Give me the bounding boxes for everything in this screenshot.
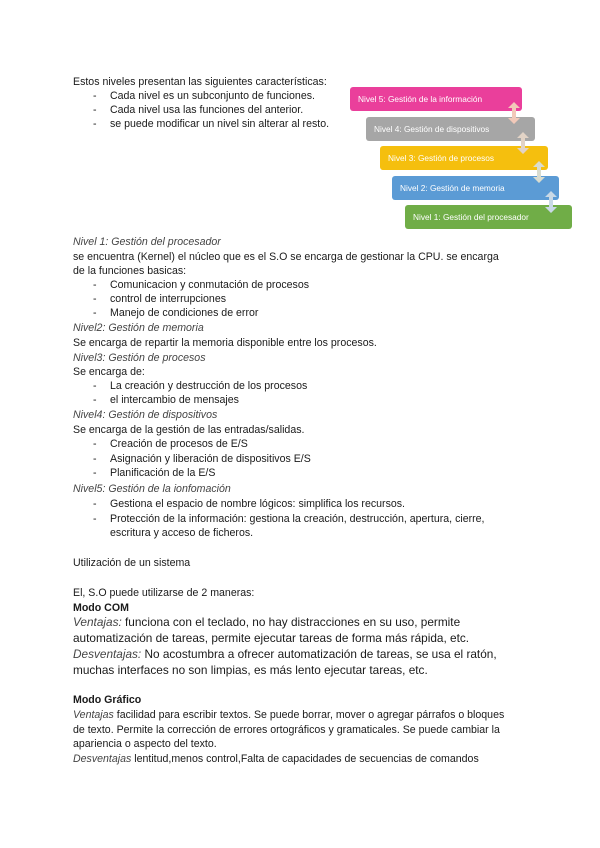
modo-grafico-ventajas-cont: de texto. Permite la corrección de errores ortográficos y gramaticales. Se puede cambiar la [73, 724, 500, 736]
desventajas-text: No acostumbra a ofrecer automatización de tareas, se usa el ratón, [141, 647, 497, 661]
double-arrow-icon [533, 161, 545, 183]
nivel4-item: Planificación de la E/S [110, 467, 216, 479]
double-arrow-icon [517, 132, 529, 154]
utilizacion-intro: El, S.O puede utilizarse de 2 maneras: [73, 587, 255, 599]
utilizacion-title: Utilización de un sistema [73, 557, 191, 569]
bullet-dash: - [93, 104, 97, 116]
bullet-dash: - [93, 380, 97, 392]
intro-item-3: se puede modificar un nivel sin alterar al resto. [110, 118, 330, 130]
nivel1-heading: Nivel 1: Gestión del procesador [73, 236, 221, 248]
bullet-dash: - [93, 279, 97, 291]
intro-item-1: Cada nivel es un subconjunto de funciones. [110, 90, 315, 102]
modo-com-ventajas [73, 614, 460, 630]
desventajas-label: Desventajas: [73, 647, 142, 661]
bullet-dash: - [93, 118, 97, 130]
level-5-bar: Nivel 5: Gestión de la información [350, 87, 522, 111]
desventajas-text: lentitud,menos control,Falta de capacidades de secuencias de comandos [131, 753, 479, 765]
nivel2-desc: Se encarga de repartir la memoria disponible entre los procesos. [73, 337, 377, 349]
modo-com-title: Modo COM [73, 602, 129, 614]
nivel5-heading: Nivel5: Gestión de la ionfomación [73, 483, 231, 495]
intro-item-2: Cada nivel usa las funciones del anterior. [110, 104, 304, 116]
level-3-bar: Nivel 3: Gestión de procesos [380, 146, 548, 170]
nivel5-item: Protección de la información: gestiona la creación, destrucción, apertura, cierre, [110, 513, 485, 525]
bullet-dash: - [93, 394, 97, 406]
nivel1-desc-cont: de la funciones basicas: [73, 265, 187, 277]
nivel1-item: control de interrupciones [110, 293, 227, 305]
double-arrow-icon [508, 102, 520, 124]
modo-com-desventajas-cont: muchas interfaces no son limpias, es más lento ejecutar tareas, etc. [73, 663, 428, 677]
bullet-dash: - [93, 438, 97, 450]
level-1-bar: Nivel 1: Gestión del procesador [405, 205, 572, 229]
nivel2-heading: Nivel2: Gestión de memoria [73, 322, 204, 334]
nivel3-heading: Nivel3: Gestión de procesos [73, 352, 206, 364]
ventajas-label: Ventajas [73, 709, 114, 721]
nivel3-desc: Se encarga de: [73, 366, 145, 378]
bullet-dash: - [93, 513, 97, 525]
modo-com-desventajas [73, 646, 497, 662]
ventajas-text: facilidad para escribir textos. Se puede borrar, mover o agregar párrafos o bloques [113, 709, 505, 721]
nivel3-item: La creación y destrucción de los procesos [110, 380, 308, 392]
nivel4-item: Asignación y liberación de dispositivos E/S [110, 453, 311, 465]
nivel5-item: Gestiona el espacio de nombre lógicos: simplifica los recursos. [110, 498, 405, 510]
nivel1-item: Manejo de condiciones de error [110, 307, 259, 319]
modo-grafico-title: Modo Gráfico [73, 694, 142, 706]
nivel1-desc: se encuentra (Kernel) el núcleo que es el S.O se encarga de gestionar la CPU. se encarga [73, 251, 499, 263]
bullet-dash: - [93, 453, 97, 465]
modo-grafico-desventajas [73, 752, 479, 766]
double-arrow-icon [545, 191, 557, 213]
modo-grafico-ventajas-cont2: apariencia o aspecto del texto. [73, 738, 217, 750]
nivel4-item: Creación de procesos de E/S [110, 438, 248, 450]
level-4-bar: Nivel 4: Gestión de dispositivos [366, 117, 535, 141]
level-2-bar: Nivel 2: Gestión de memoria [392, 176, 559, 200]
bullet-dash: - [93, 293, 97, 305]
bullet-dash: - [93, 498, 97, 510]
nivel1-item: Comunicacion y conmutación de procesos [110, 279, 310, 291]
modo-grafico-ventajas [73, 708, 504, 722]
nivel3-item: el intercambio de mensajes [110, 394, 239, 406]
nivel4-desc: Se encarga de la gestión de las entradas/salidas. [73, 424, 305, 436]
ventajas-label: Ventajas: [73, 615, 122, 629]
desventajas-label: Desventajas [73, 753, 132, 765]
modo-com-ventajas-cont: automatización de tareas, permite ejecutar tareas de forma más rápida, etc. [73, 631, 470, 645]
nivel5-item-cont: escritura y acceso de ficheros. [110, 527, 254, 539]
nivel4-heading: Nivel4: Gestión de dispositivos [73, 409, 218, 421]
bullet-dash: - [93, 90, 97, 102]
ventajas-text: funciona con el teclado, no hay distracciones en su uso, permite [121, 615, 461, 629]
bullet-dash: - [93, 467, 97, 479]
intro-text: Estos niveles presentan las siguientes características: [73, 76, 327, 88]
bullet-dash: - [93, 307, 97, 319]
